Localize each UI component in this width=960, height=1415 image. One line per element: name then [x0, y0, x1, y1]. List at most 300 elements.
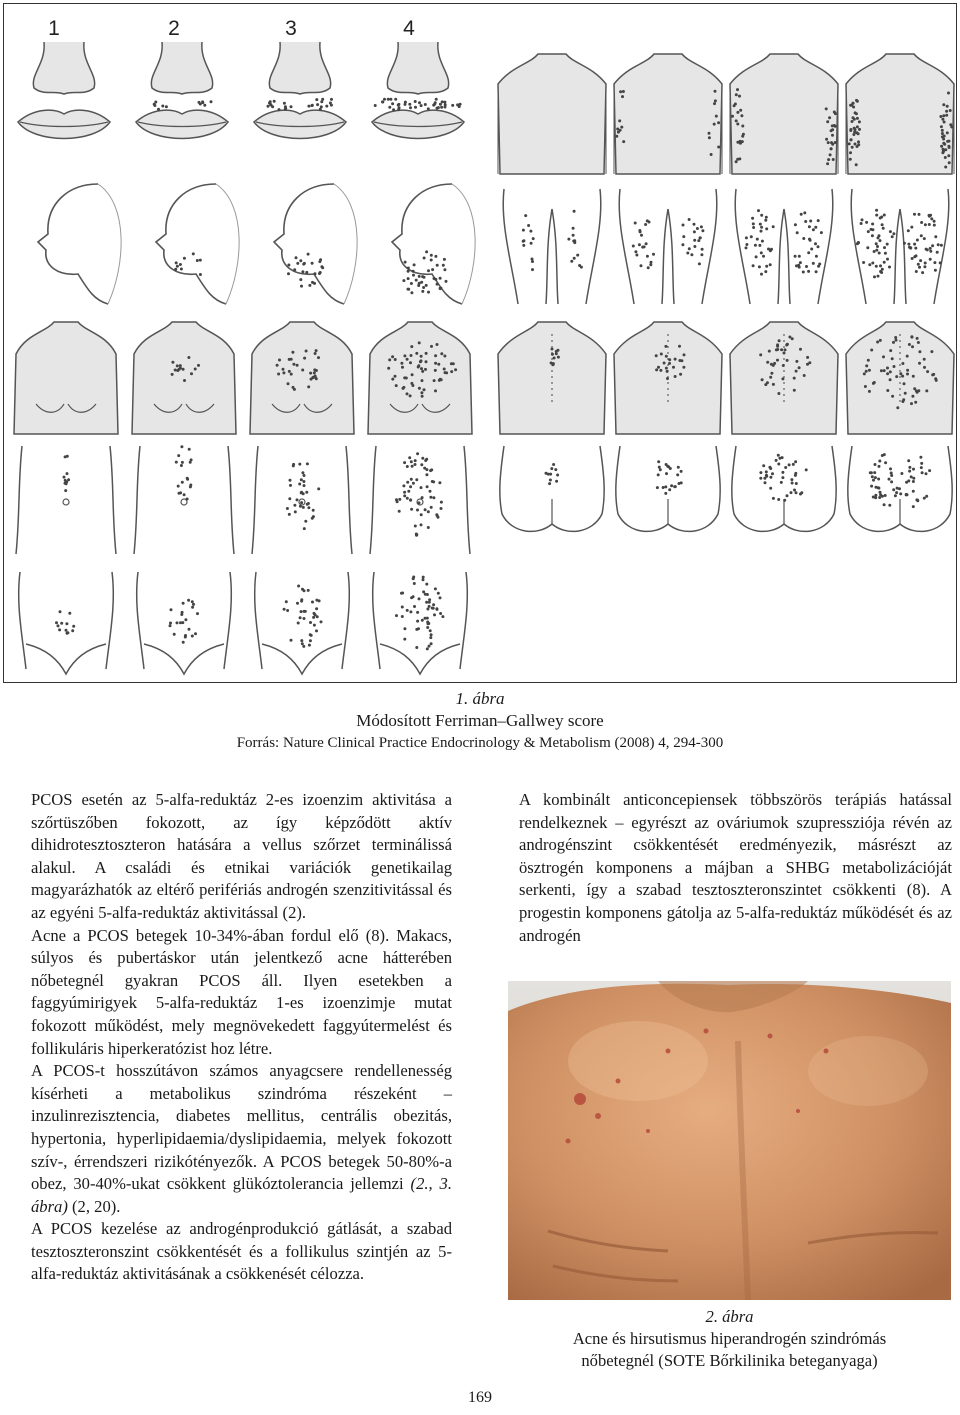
hair-dot	[851, 120, 854, 123]
left-paragraph-1: PCOS esetén az 5-alfa-reduktáz 2-es izoenzim aktivitása a szőrtüszőben fokozott, az így képződött aktív dihidrotesztoszteron hatására a vellus szőrzet terminálissá alakul. A családi és etnikai variációk genetikailag magyarázhatók az eltérő perifériás androgén szenzitivitással és az egyéni 5-alfa-reduktáz aktivitással (2).	[31, 790, 452, 922]
hair-dot	[780, 481, 783, 484]
hair-dot	[189, 484, 192, 487]
figure1-caption-source: Forrás: Nature Clinical Practice Endocrinology & Metabolism (2008) 4, 294-300	[236, 735, 724, 751]
hair-dot	[647, 266, 650, 269]
hair-dot	[672, 366, 675, 369]
hair-dot	[735, 93, 738, 96]
hair-dot	[432, 603, 435, 606]
hair-dot	[174, 268, 177, 271]
hair-dot	[870, 228, 873, 231]
hair-dot	[790, 478, 793, 481]
upper-back-stage-2	[614, 322, 722, 434]
hair-dot	[325, 105, 328, 108]
hair-dot	[832, 158, 835, 161]
hair-dot	[674, 375, 677, 378]
hair-dot	[388, 358, 391, 361]
hair-dot	[635, 254, 638, 257]
upper-back-stage-1	[498, 322, 606, 434]
hair-dot	[871, 223, 874, 226]
hair-dot	[871, 262, 874, 265]
hair-dot	[905, 481, 908, 484]
hair-dot	[289, 479, 292, 482]
hair-dot	[791, 482, 794, 485]
hair-dot	[857, 140, 860, 143]
hair-dot	[68, 612, 71, 615]
hair-dot	[875, 209, 878, 212]
hair-dot	[300, 491, 303, 494]
pelvis-outline	[373, 572, 468, 674]
hair-dot	[818, 263, 821, 266]
hair-dot	[886, 389, 889, 392]
hair-dot	[890, 472, 893, 475]
hair-dot	[304, 520, 307, 523]
hair-dot	[429, 629, 432, 632]
hair-dot	[288, 497, 291, 500]
hair-dot	[456, 103, 459, 106]
hair-dot	[945, 110, 948, 113]
hair-dot	[798, 366, 801, 369]
hair-dot	[389, 98, 392, 101]
hair-dot	[768, 466, 771, 469]
hair-dot	[199, 259, 202, 262]
hair-dot	[682, 235, 685, 238]
hair-dot	[413, 263, 416, 266]
hair-dot	[434, 354, 437, 357]
hair-dot	[717, 146, 720, 149]
hair-dot	[856, 125, 859, 128]
hair-dot	[409, 394, 412, 397]
hair-dot	[555, 480, 558, 483]
hair-dot	[307, 589, 310, 592]
hair-dot	[663, 362, 666, 365]
nose-outline	[387, 42, 448, 94]
hair-dot	[688, 247, 691, 250]
hair-dot	[153, 104, 156, 107]
hair-dot	[677, 466, 680, 469]
hair-dot	[308, 284, 311, 287]
hair-dot	[573, 239, 576, 242]
right-text-column	[519, 789, 952, 947]
hair-dot	[950, 126, 953, 129]
hair-dot	[169, 622, 172, 625]
hair-dot	[944, 166, 947, 169]
hair-dot	[445, 280, 448, 283]
hair-dot	[308, 644, 311, 647]
hair-dot	[929, 250, 932, 253]
hair-dot	[856, 117, 859, 120]
hair-dot	[188, 628, 191, 631]
hair-dot	[812, 262, 815, 265]
hair-dot	[186, 498, 189, 501]
thigh-stage-1	[503, 189, 601, 304]
hair-dot	[770, 372, 773, 375]
hair-dot	[750, 235, 753, 238]
hair-dot	[522, 244, 525, 247]
hair-dot	[918, 350, 921, 353]
hair-dot	[296, 602, 299, 605]
hair-dot	[690, 253, 693, 256]
hair-dot	[916, 391, 919, 394]
hair-dot	[434, 369, 437, 372]
hair-dot	[433, 379, 436, 382]
hair-dot	[765, 474, 768, 477]
hair-dot	[307, 506, 310, 509]
hair-dot	[196, 612, 199, 615]
thighs-outline	[503, 189, 601, 304]
hair-dot	[423, 257, 426, 260]
hair-dot	[299, 278, 302, 281]
hair-dot	[899, 372, 902, 375]
hair-dot	[406, 358, 409, 361]
hair-dot	[693, 230, 696, 233]
hair-dot	[391, 102, 394, 105]
hair-dot	[530, 242, 533, 245]
hair-dot	[414, 459, 417, 462]
hair-dot	[403, 354, 406, 357]
hair-dot	[306, 462, 309, 465]
hair-dot	[941, 132, 944, 135]
hair-dot	[667, 465, 670, 468]
hair-dot	[429, 636, 432, 639]
hair-dot	[191, 600, 194, 603]
hair-dot	[427, 622, 430, 625]
hair-dot	[856, 242, 859, 245]
hair-dot	[409, 106, 412, 109]
hair-dot	[311, 517, 314, 520]
hair-dot	[916, 239, 919, 242]
hair-dot	[891, 235, 894, 238]
nose-outline	[151, 42, 212, 94]
hair-dot	[430, 642, 433, 645]
hair-dot	[850, 104, 853, 107]
hair-dot	[289, 484, 292, 487]
hair-dot	[421, 379, 424, 382]
hair-dot	[578, 264, 581, 267]
hair-dot	[454, 368, 457, 371]
hair-dot	[665, 367, 668, 370]
hair-dot	[652, 253, 655, 256]
hair-dot	[665, 472, 668, 475]
hair-dot	[432, 104, 435, 107]
hair-dot	[638, 243, 641, 246]
hair-dot	[407, 288, 410, 291]
hair-dot	[422, 578, 425, 581]
hair-dot	[868, 369, 871, 372]
hair-dot	[912, 468, 915, 471]
chin-stage-3	[274, 184, 357, 304]
hair-dot	[781, 471, 784, 474]
thigh-stage-4	[851, 189, 949, 304]
hair-dot	[888, 266, 891, 269]
hair-dot	[438, 481, 441, 484]
hair-dot	[439, 612, 442, 615]
hair-dot	[439, 277, 442, 280]
hair-dot	[775, 459, 778, 462]
hair-dot	[760, 273, 763, 276]
hair-dot	[283, 608, 286, 611]
hair-dot	[329, 102, 332, 105]
hair-dot	[294, 510, 297, 513]
hair-dot	[622, 90, 625, 93]
hair-dot	[933, 220, 936, 223]
hair-dot	[765, 265, 768, 268]
hair-dot	[406, 392, 409, 395]
hair-dot	[886, 258, 889, 261]
hair-dot	[895, 375, 898, 378]
hair-dot	[440, 378, 443, 381]
left-paragraph-3-text-b: (2, 20).	[67, 1196, 121, 1216]
hair-dot	[923, 358, 926, 361]
hair-dot	[420, 355, 423, 358]
hair-dot	[420, 367, 423, 370]
hair-dot	[764, 383, 767, 386]
arm-stage-1	[498, 54, 606, 174]
hair-dot	[313, 624, 316, 627]
hair-dot	[391, 378, 394, 381]
hair-dot	[374, 104, 377, 107]
hair-dot	[815, 270, 818, 273]
hair-dot	[190, 372, 193, 375]
hair-dot	[758, 265, 761, 268]
hair-dot	[863, 372, 866, 375]
hair-dot	[908, 343, 911, 346]
hair-dot	[313, 371, 316, 374]
hair-dot	[713, 123, 716, 126]
hair-dot	[889, 349, 892, 352]
chin-stage-1	[38, 184, 121, 304]
hair-dot	[919, 259, 922, 262]
hair-dot	[319, 271, 322, 274]
hair-dot	[915, 270, 918, 273]
hair-dot	[942, 148, 945, 151]
hair-dot	[318, 260, 321, 263]
arm-stage-3	[730, 54, 838, 174]
hair-dot	[945, 114, 948, 117]
hair-dot	[777, 498, 780, 501]
hair-dot	[407, 270, 410, 273]
hair-dot	[657, 366, 660, 369]
hair-dot	[752, 222, 755, 225]
hair-dot	[296, 364, 299, 367]
hair-dot	[889, 467, 892, 470]
hair-dot	[524, 214, 527, 217]
hair-dot	[698, 262, 701, 265]
hair-dot	[315, 349, 318, 352]
hair-dot	[391, 355, 394, 358]
hair-dot	[421, 275, 424, 278]
torso-front	[14, 322, 118, 434]
hair-dot	[918, 362, 921, 365]
hair-dot	[784, 348, 787, 351]
hair-dot	[883, 503, 886, 506]
hair-dot	[877, 236, 880, 239]
hair-dot	[664, 345, 667, 348]
hair-dot	[400, 362, 403, 365]
left-paragraph-3	[31, 1060, 452, 1218]
hair-dot	[771, 472, 774, 475]
hair-dot	[907, 459, 910, 462]
hair-dot	[296, 262, 299, 265]
hair-dot	[618, 119, 621, 122]
shoulder-highlight	[568, 1021, 708, 1101]
torso-front	[368, 322, 472, 434]
hair-dot	[271, 105, 274, 108]
arm-stage-4	[846, 54, 954, 174]
hair-dot	[735, 119, 738, 122]
hair-dot	[440, 501, 443, 504]
hair-dot	[313, 282, 316, 285]
hair-dot	[776, 343, 779, 346]
hair-dot	[288, 370, 291, 373]
hair-dot	[764, 481, 767, 484]
hair-dot	[330, 98, 333, 101]
hair-dot	[879, 239, 882, 242]
hair-dot	[425, 468, 428, 471]
hair-dot	[191, 606, 194, 609]
hair-dot	[783, 499, 786, 502]
hair-dot	[665, 355, 668, 358]
hair-dot	[929, 258, 932, 261]
hair-dot	[437, 106, 440, 109]
hair-dot	[452, 362, 455, 365]
lower-back-stage-1	[500, 446, 604, 531]
hair-dot	[944, 156, 947, 159]
hair-dot	[431, 607, 434, 610]
hair-dot	[531, 260, 534, 263]
hair-dot	[883, 246, 886, 249]
hair-dot	[928, 215, 931, 218]
hair-dot	[766, 361, 769, 364]
hair-dot	[414, 463, 417, 466]
abdomen-stage-3	[252, 446, 352, 554]
abdomen-stage-2	[134, 445, 234, 554]
hair-dot	[693, 239, 696, 242]
hair-dot	[395, 498, 398, 501]
hair-dot	[301, 270, 304, 273]
hair-dot	[408, 456, 411, 459]
hair-dot	[412, 482, 415, 485]
hair-dot	[417, 284, 420, 287]
hair-dot	[430, 254, 433, 257]
hair-dot	[815, 255, 818, 258]
hair-dot	[309, 639, 312, 642]
hair-dot	[940, 125, 943, 128]
hair-dot	[788, 463, 791, 466]
hair-dot	[849, 151, 852, 154]
hair-dot	[680, 470, 683, 473]
hair-dot	[697, 239, 700, 242]
hair-dot	[879, 339, 882, 342]
upper-lip-stage-3	[254, 42, 346, 139]
hair-dot	[425, 360, 428, 363]
hair-dot	[388, 106, 391, 109]
hair-dot	[427, 291, 430, 294]
left-paragraph-2: Acne a PCOS betegek 10-34%-ában fordul elő (8). Makacs, súlyos és pubertáskor után jelentkező acne hátterében nőbetegnél gyakran PCOS áll. Ilyen esetekben a faggyúmirigyek 5-alfa-reduktáz 1-es izoenzimje mutat fokozott működést, mely megnövekedett faggyútermelést és follikuláris hiperkeratózist hoz létre.	[31, 925, 452, 1058]
hair-dot	[414, 106, 417, 109]
hair-dot	[422, 286, 425, 289]
hair-dot	[410, 282, 413, 285]
hair-dot	[910, 402, 913, 405]
hair-dot	[738, 95, 741, 98]
hair-dot	[433, 613, 436, 616]
hair-dot	[421, 395, 424, 398]
hair-dot	[570, 260, 573, 263]
hair-dot	[918, 213, 921, 216]
hair-dot	[412, 270, 415, 273]
hair-dot	[181, 621, 184, 624]
hair-dot	[880, 216, 883, 219]
hair-dot	[886, 243, 889, 246]
hair-dot	[795, 370, 798, 373]
hair-dot	[686, 252, 689, 255]
upper-lip-stage-2	[136, 42, 228, 139]
hair-dot	[758, 244, 761, 247]
hair-dot	[831, 124, 834, 127]
hair-dot	[886, 367, 889, 370]
hair-dot	[893, 365, 896, 368]
hair-dot	[428, 598, 431, 601]
hair-dot	[65, 629, 68, 632]
hair-dot	[409, 610, 412, 613]
upper-lip-stage-4	[372, 42, 464, 139]
hair-dot	[906, 355, 909, 358]
hair-dot	[941, 118, 944, 121]
hair-dot	[434, 389, 437, 392]
hair-dot	[267, 105, 270, 108]
abdomen-stage-1	[16, 446, 116, 554]
hair-dot	[640, 264, 643, 267]
thigh-stage-2	[619, 189, 717, 304]
hair-dot	[682, 224, 685, 227]
hair-dot	[794, 460, 797, 463]
hair-dot	[426, 647, 429, 650]
hair-dot	[314, 613, 317, 616]
hair-dot	[176, 265, 179, 268]
hair-dot	[420, 359, 423, 362]
hair-dot	[919, 456, 922, 459]
hair-dot	[186, 477, 189, 480]
hair-dot	[772, 225, 775, 228]
hair-dot	[442, 264, 445, 267]
hair-dot	[786, 494, 789, 497]
hair-dot	[941, 129, 944, 132]
hair-dot	[416, 509, 419, 512]
hair-dot	[411, 373, 414, 376]
hair-dot	[284, 107, 287, 110]
hair-dot	[420, 281, 423, 284]
hair-dot	[913, 213, 916, 216]
hair-dot	[807, 270, 810, 273]
hair-dot	[784, 466, 787, 469]
hair-dot	[810, 248, 813, 251]
hair-dot	[437, 516, 440, 519]
hair-dot	[282, 371, 285, 374]
hair-dot	[930, 217, 933, 220]
hair-dot	[418, 341, 421, 344]
hair-dot	[942, 114, 945, 117]
hair-dot	[928, 223, 931, 226]
hair-dot	[316, 103, 319, 106]
hair-dot	[418, 597, 421, 600]
hair-dot	[825, 107, 828, 110]
hair-dot	[921, 271, 924, 274]
hair-dot	[303, 527, 306, 530]
hair-dot	[659, 369, 662, 372]
hair-dot	[926, 370, 929, 373]
neck-line	[452, 184, 475, 304]
hair-dot	[772, 383, 775, 386]
hair-dot	[676, 473, 679, 476]
